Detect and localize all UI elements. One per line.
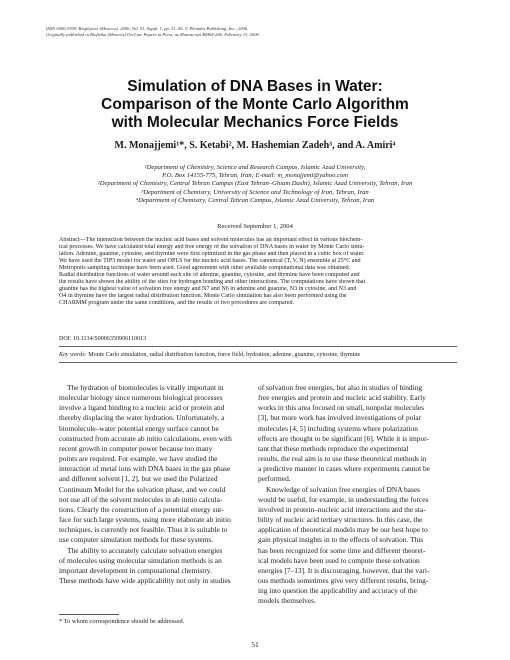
title-line: with Molecular Mechanics Force Fields xyxy=(111,114,399,131)
body-line: and different solvent [1, 2], but we used the Polarized xyxy=(59,474,218,484)
body-line: energies [7–13]. It is discouraging, however, that the vari- xyxy=(258,565,430,575)
section-divider xyxy=(59,362,457,363)
body-line: a predictive manner in cases where experiments cannot be xyxy=(258,464,430,474)
body-line: would be useful, for example, in understanding the forces xyxy=(258,494,429,504)
body-column-left xyxy=(59,383,251,586)
body-column-right xyxy=(258,383,458,606)
footnote: * To whom correspondence should be addressed. xyxy=(59,618,185,625)
body-line: important development in computational chemistry. xyxy=(59,565,212,575)
body-line: [3], but more work has involved investigations of polar xyxy=(258,413,422,423)
affiliation-line: P.O. Box 14155-775, Tehran, Iran; E-mail: m_monajjemi@yahoo.com xyxy=(161,172,349,180)
section-divider xyxy=(59,346,457,347)
abstract-line: lation. Adenine, guanine, cytosine, and thymine were first optimized in the gas phase and then placed in a cubic box of water. xyxy=(59,251,365,258)
abstract-line: the results have shown the ability of the sites for hydrogen bonding and other interactions. The computations have shown that xyxy=(59,279,366,286)
abstract-line: Radial distribution functions of water around each site of adenine, guanine, cytosine, and thymine have been computed and xyxy=(59,272,360,279)
footnote-divider xyxy=(59,614,119,615)
body-line: involve a ligand binding to a nucleic acid or protein and xyxy=(59,403,225,413)
body-line: ical models have been used to compute these solvation xyxy=(258,555,420,565)
abstract-line: guanine has the highest value of solvation free energy and N7 and N6 in adenine and guanine, N3 in cytosine, and N3 and xyxy=(59,286,357,293)
keywords-text: Monte Carlo simulation, radial distribution function, force field, hydration, adenine, guanine, cytosine, thymine xyxy=(86,352,361,358)
header-line: ISSN 0006-3509, Biophysics (Moscow), 2006, Vol. 51, Suppl. 1, pp. 51–56. © Pleiades Publishing, Inc., 2006. xyxy=(46,26,249,31)
doi: DOI: 10.1134/S0006350906110013 xyxy=(59,336,147,342)
title-line: Comparison of the Monte Carlo Algorithm xyxy=(101,96,409,113)
body-line: The ability to accurately calculate solvation energies xyxy=(67,545,223,555)
body-line: involved in protein–nucleic acid interactions and the sta- xyxy=(258,504,426,514)
body-line: performed. xyxy=(258,474,291,484)
abstract-line: We have used the TIP3 model for water and OPLS for the nucleic acid bases. The canonical (T, V, N) ensemble at 25°C and xyxy=(59,258,361,265)
paper-title xyxy=(60,78,450,132)
body-line: biomolecule–water potential energy surface cannot be xyxy=(59,423,219,433)
body-line: of solvation free energies, but also in studies of binding xyxy=(258,383,423,392)
body-line: ing into question the applicability and accuracy of the xyxy=(258,586,417,596)
title-line: Simulation of DNA Bases in Water: xyxy=(127,78,383,95)
abstract-line: Abstract—The interaction between the nucleic acid bases and solvent molecules has an important effect in various biochem- xyxy=(59,237,363,243)
received-date: Received September 1, 2004 xyxy=(217,223,293,230)
page-number: 51 xyxy=(251,640,259,649)
body-line: tant that these methods reproduce the experimental xyxy=(258,443,409,453)
affiliation-line: ¹Department of Chemistry, Science and Research Campus, Islamic Azad University, xyxy=(144,164,366,171)
body-line: ous methods sometimes give very different results, bring- xyxy=(258,575,429,585)
body-line: use computer simulation methods for these systems. xyxy=(59,535,214,545)
body-line: molecular biology since numerous biological processes xyxy=(59,393,223,403)
body-line: constructed from accurate ab initio calculations, even with xyxy=(59,433,232,443)
author-list: M. Monajjemi¹*, S. Ketabi², M. Hashemian Zadeh³, and A. Amiri⁴ xyxy=(114,140,396,151)
body-line: has been recognized for some time and different theoret- xyxy=(258,545,426,555)
body-line: These methods have wide applicability not only in studies xyxy=(59,575,231,585)
keywords-label: Key words: xyxy=(59,352,87,358)
body-line: application of theoretical models may be our best hope to xyxy=(258,525,428,535)
affiliation-line: ²Department of Chemistry, Central Tehran Campus (East Tehran–Ghiam Dasht), Islamic Azad University, Tehran, Iran xyxy=(97,180,413,188)
body-line: results, the real aim is to use these theoretical methods in xyxy=(258,454,427,464)
journal-header xyxy=(46,26,476,38)
header-line: Originally published in Biofizika (Moscow) On-Line Papers in Press, as Manuscript BM04-246, February 13, 2006. xyxy=(46,32,260,37)
abstract-line: CHARMM program under the same conditions, and the results of two procedures are compared. xyxy=(59,300,295,307)
abstract-line: Metropolis sampling technique have been used. Good agreement with other available computational data was obtained. xyxy=(59,265,351,272)
body-line: molecules [4, 5] including systems where polarization xyxy=(258,423,418,433)
body-line: thereby displacing the water hydration. Unfortunately, a xyxy=(59,413,225,423)
abstract xyxy=(59,237,457,307)
affiliations xyxy=(40,164,470,205)
body-line: effects are thought to be significant [6]. While it is impor- xyxy=(258,433,429,443)
affiliation-line: ⁴Department of Chemistry, Central Tehran Campus, Islamic Azad University, Tehran, Iran xyxy=(135,196,375,204)
body-line: not use all of the solvent molecules in ab initio calcula- xyxy=(59,494,223,504)
body-line: tions. Clearly the construction of a potential energy sur- xyxy=(59,504,224,514)
keywords xyxy=(59,351,457,359)
affiliation-line: ³Department of Chemistry, University of Science and Technology of Iran, Tehran, Iran xyxy=(141,188,369,196)
body-line: works in this area focused on small, nonpolar molecules xyxy=(258,403,425,413)
body-line: recent growth in computer power because too many xyxy=(59,443,213,453)
body-line: face for such large systems, using more elaborate ab initio xyxy=(59,515,231,525)
body-line: Knowledge of solvation free energies of DNA bases xyxy=(266,484,420,494)
body-line: bility of nucleic acid tertiary structures. In this case, the xyxy=(258,515,423,525)
body-line: points are required. For example, we have studied the xyxy=(59,454,218,464)
abstract-line: O4 in thymine have the largest radial distribution function. Monte Carlo simulation has also been performed using the xyxy=(59,293,347,300)
body-line: The hydration of biomolecules is vitally important in xyxy=(67,383,224,392)
body-line: interaction of metal ions with DNA bases in the gas phase xyxy=(59,464,231,474)
body-line: of molecules using molecular simulation methods is an xyxy=(59,555,222,565)
body-line: gain physical insights in to the effects of solvation. This xyxy=(258,535,424,545)
body-line: models themselves. xyxy=(258,596,316,606)
body-line: free energies and protein and nucleic acid stability. Early xyxy=(258,393,426,403)
abstract-line: ical processes. We have calculated total energy and free energy of the solvation of DNA bases in water by Monte Carlo simu- xyxy=(59,244,365,251)
body-line: Continuum Model for the solvation phase, and we could xyxy=(59,484,226,494)
body-line: techniques, is currently not feasible. Thus it is suitable to xyxy=(59,525,228,535)
